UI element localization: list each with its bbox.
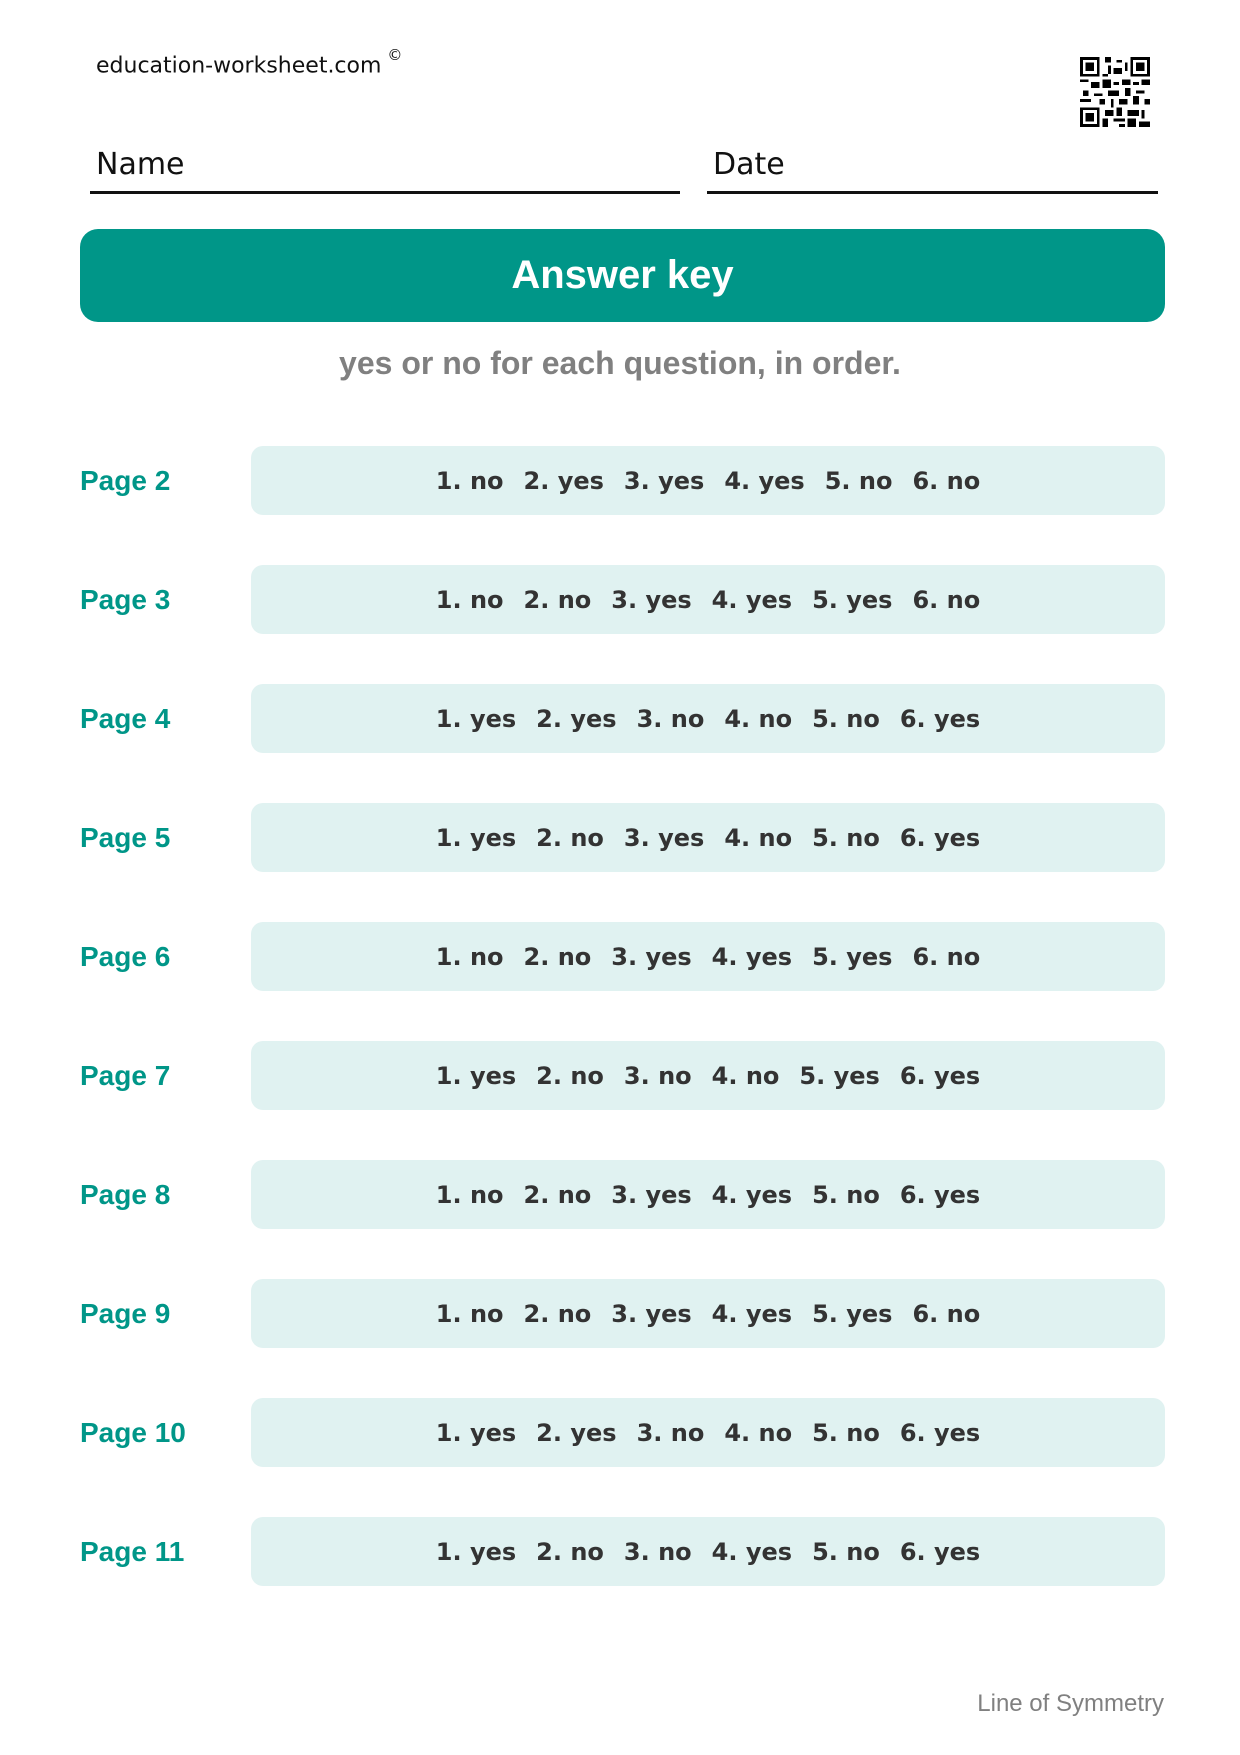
- date-field[interactable]: [707, 140, 1158, 194]
- answer-row: [80, 1517, 1165, 1586]
- page-label: Page 6: [80, 941, 171, 972]
- answer-item: 2. yes: [536, 704, 617, 733]
- answer-row: [80, 565, 1165, 634]
- page-label: Page 10: [80, 1417, 186, 1448]
- answers-box: [251, 803, 1165, 872]
- answer-item: 1. no: [435, 942, 504, 971]
- answer-item: 4. yes: [711, 1537, 793, 1566]
- site-name: education-worksheet.com: [96, 53, 382, 79]
- answer-item: 1. no: [435, 1180, 504, 1209]
- answer-item: 6. no: [912, 585, 981, 614]
- page-label: Page 11: [80, 1536, 185, 1567]
- answers-box: [251, 684, 1165, 753]
- answer-row: [80, 1160, 1165, 1229]
- answer-item: 4. yes: [711, 1180, 793, 1209]
- answer-item: 1. yes: [435, 823, 517, 852]
- answer-item: 4. no: [724, 704, 793, 733]
- page-label: Page 3: [80, 584, 171, 615]
- answer-item: 3. no: [636, 1418, 705, 1447]
- answer-item: 2. yes: [536, 1418, 617, 1447]
- answer-item: 6. yes: [899, 823, 981, 852]
- answer-item: 6. yes: [899, 1418, 981, 1447]
- answer-item: 5. no: [824, 466, 893, 495]
- answer-item: 2. no: [523, 942, 592, 971]
- answer-row: [80, 446, 1165, 515]
- answer-item: 4. yes: [724, 466, 805, 495]
- answer-item: 4. no: [711, 1061, 780, 1090]
- answer-item: 2. no: [536, 1537, 604, 1566]
- answer-item: 5. no: [812, 704, 880, 733]
- answer-item: 3. no: [636, 704, 705, 733]
- answers-box: [251, 1517, 1165, 1586]
- answer-item: 4. yes: [711, 1299, 793, 1328]
- answer-item: 2. no: [536, 1061, 604, 1090]
- page-label: Page 7: [80, 1060, 171, 1091]
- answer-item: 1. yes: [435, 1061, 517, 1090]
- answers-box: [251, 1398, 1165, 1467]
- worksheet-topic-footer: Line of Symmetry: [977, 1690, 1164, 1717]
- answer-item: 3. yes: [623, 823, 705, 852]
- answer-item: 3. yes: [623, 466, 705, 495]
- site-header: [96, 46, 403, 79]
- answers-box: [251, 922, 1165, 991]
- answer-item: 2. no: [523, 585, 592, 614]
- answer-item: 1. yes: [435, 1537, 517, 1566]
- answer-item: 5. no: [812, 1537, 880, 1566]
- answer-item: 2. no: [523, 1299, 592, 1328]
- answer-rows: [80, 446, 1165, 1636]
- banner-title: Answer key: [511, 253, 734, 297]
- answer-item: 5. yes: [812, 942, 893, 971]
- page-label: Page 2: [80, 465, 171, 496]
- answer-item: 1. no: [435, 1299, 504, 1328]
- answer-item: 5. no: [812, 1180, 880, 1209]
- answer-item: 3. yes: [611, 1299, 692, 1328]
- answer-item: 6. yes: [899, 1537, 981, 1566]
- answers-box: [251, 1279, 1165, 1348]
- answer-item: 3. no: [623, 1061, 692, 1090]
- answer-row: [80, 1398, 1165, 1467]
- answer-key-banner: [80, 229, 1165, 322]
- answers-box: [251, 1160, 1165, 1229]
- page-label: Page 9: [80, 1298, 171, 1329]
- answer-row: [80, 803, 1165, 872]
- instructions-subtitle: yes or no for each question, in order.: [339, 345, 901, 381]
- answer-item: 5. yes: [799, 1061, 880, 1090]
- answers-box: [251, 1041, 1165, 1110]
- answer-item: 3. yes: [611, 585, 692, 614]
- answer-row: [80, 1041, 1165, 1110]
- page-label: Page 8: [80, 1179, 171, 1210]
- answer-row: [80, 684, 1165, 753]
- page-label: Page 5: [80, 822, 171, 853]
- answer-item: 2. yes: [523, 466, 604, 495]
- answer-item: 6. yes: [899, 1180, 981, 1209]
- answer-item: 4. no: [724, 823, 793, 852]
- name-field[interactable]: [90, 140, 680, 194]
- answer-item: 2. no: [523, 1180, 592, 1209]
- answer-item: 5. no: [812, 823, 880, 852]
- answer-item: 5. yes: [812, 1299, 893, 1328]
- answer-item: 6. no: [912, 1299, 981, 1328]
- answer-item: 5. yes: [812, 585, 893, 614]
- copyright-symbol: ©: [387, 46, 403, 64]
- answer-item: 5. no: [812, 1418, 880, 1447]
- answer-item: 1. no: [435, 466, 504, 495]
- answer-item: 6. yes: [899, 704, 981, 733]
- answer-item: 4. no: [724, 1418, 793, 1447]
- answer-item: 6. no: [912, 466, 981, 495]
- answer-item: 3. yes: [611, 1180, 692, 1209]
- answer-item: 3. yes: [611, 942, 692, 971]
- date-label: Date: [713, 147, 785, 182]
- answers-box: [251, 446, 1165, 515]
- answer-item: 1. no: [435, 585, 504, 614]
- answer-item: 4. yes: [711, 585, 793, 614]
- answer-row: [80, 1279, 1165, 1348]
- answer-item: 1. yes: [435, 1418, 517, 1447]
- answers-box: [251, 565, 1165, 634]
- answer-item: 1. yes: [435, 704, 517, 733]
- name-label: Name: [96, 147, 185, 182]
- answer-item: 4. yes: [711, 942, 793, 971]
- answer-item: 6. no: [912, 942, 981, 971]
- answer-item: 3. no: [623, 1537, 692, 1566]
- answer-item: 6. yes: [899, 1061, 981, 1090]
- answer-item: 2. no: [536, 823, 604, 852]
- answer-row: [80, 922, 1165, 991]
- page-label: Page 4: [80, 703, 171, 734]
- qr-code-icon: [1080, 57, 1150, 127]
